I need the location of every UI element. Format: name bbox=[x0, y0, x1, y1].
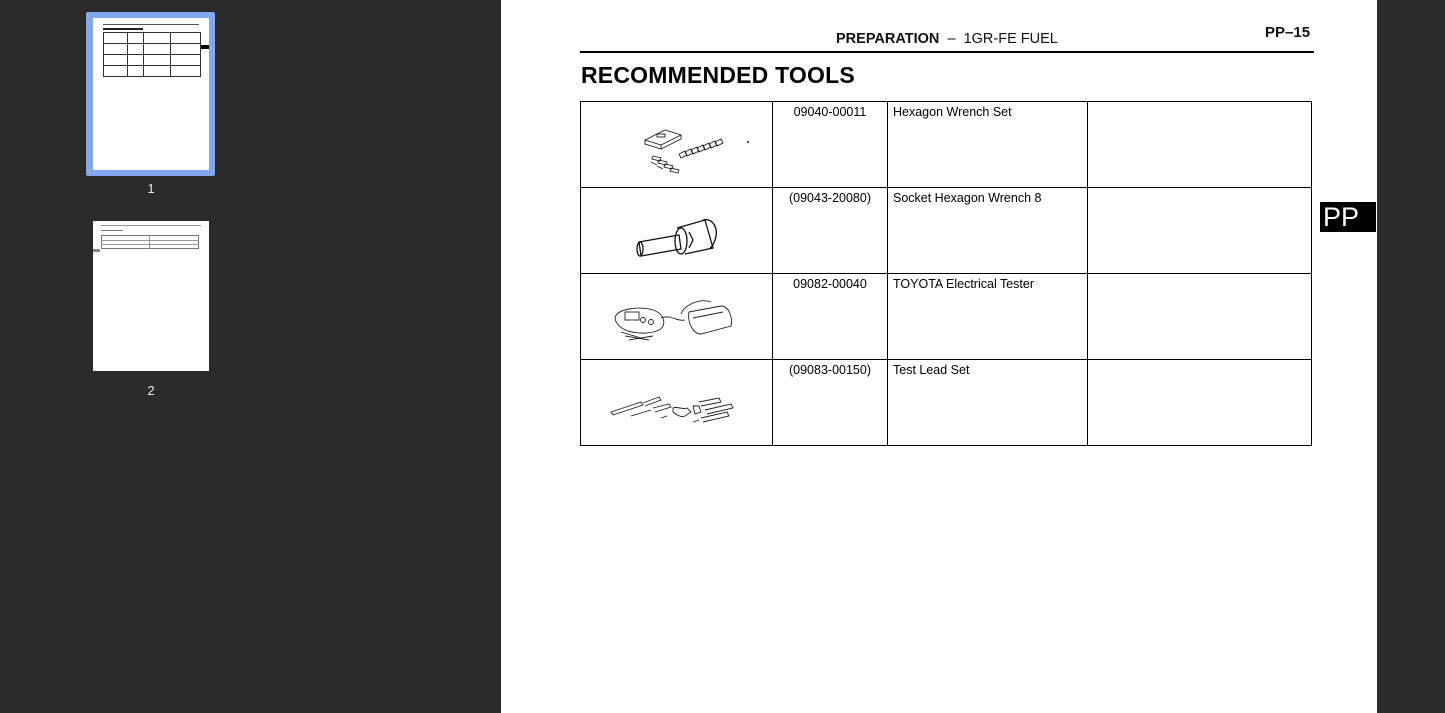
header-subsection: 1GR-FE FUEL bbox=[963, 31, 1058, 47]
tool-name: Socket Hexagon Wrench 8 bbox=[888, 188, 1088, 274]
page-code: PP–15 bbox=[1265, 24, 1311, 41]
thumbnail-label-1: 1 bbox=[147, 181, 155, 196]
tool-number: 09040-00011 bbox=[773, 102, 888, 188]
page-header-section bbox=[836, 31, 1058, 47]
header-separator: – bbox=[947, 31, 956, 47]
section-tab-pp: PP bbox=[1320, 202, 1376, 232]
table-row bbox=[581, 188, 1312, 274]
tool-number: 09082-00040 bbox=[773, 274, 888, 360]
tool-note bbox=[1088, 360, 1312, 446]
table-row bbox=[581, 274, 1312, 360]
hexagon-wrench-set-icon bbox=[581, 102, 762, 184]
tool-number: (09043-20080) bbox=[773, 188, 888, 274]
header-section: PREPARATION bbox=[836, 31, 940, 47]
page-thumbnail-2[interactable] bbox=[93, 221, 209, 371]
electrical-tester-icon bbox=[581, 274, 762, 356]
page-title: RECOMMENDED TOOLS bbox=[581, 62, 855, 88]
table-row bbox=[581, 360, 1312, 446]
test-lead-set-icon bbox=[581, 360, 762, 442]
tool-note bbox=[1088, 188, 1312, 274]
tool-number: (09083-00150) bbox=[773, 360, 888, 446]
tool-image-cell bbox=[581, 102, 773, 188]
table-row bbox=[581, 102, 1312, 188]
tool-note bbox=[1088, 102, 1312, 188]
tool-image-cell bbox=[581, 188, 773, 274]
thumbnail-label-2: 2 bbox=[147, 383, 155, 398]
thumbnail-sidebar bbox=[0, 0, 301, 713]
tools-table bbox=[580, 101, 1312, 446]
header-rule bbox=[580, 51, 1314, 53]
tool-note bbox=[1088, 274, 1312, 360]
socket-hexagon-wrench-icon bbox=[581, 188, 762, 270]
page-thumbnail-1[interactable] bbox=[86, 12, 215, 176]
tool-name: Hexagon Wrench Set bbox=[888, 102, 1088, 188]
tool-image-cell bbox=[581, 360, 773, 446]
tool-name: TOYOTA Electrical Tester bbox=[888, 274, 1088, 360]
tool-name: Test Lead Set bbox=[888, 360, 1088, 446]
tool-image-cell bbox=[581, 274, 773, 360]
thumbnail-page-preview bbox=[93, 18, 209, 170]
